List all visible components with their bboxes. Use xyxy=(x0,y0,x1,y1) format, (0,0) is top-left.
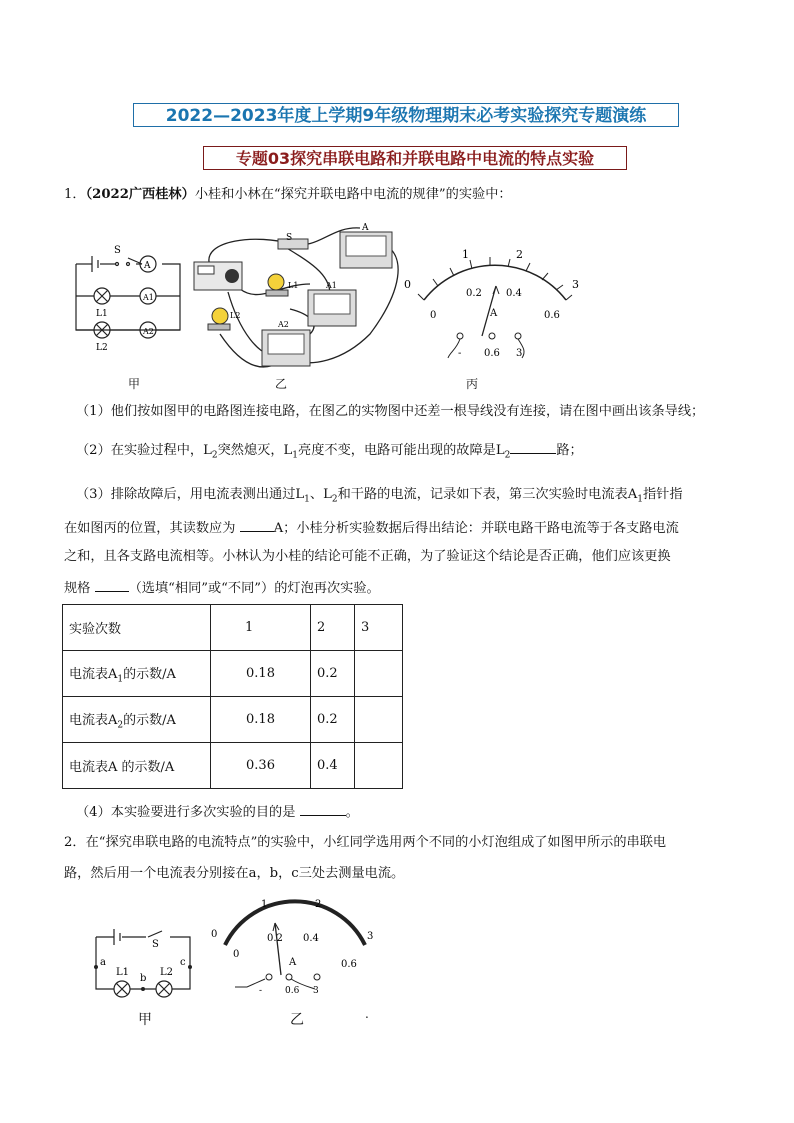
table-cell xyxy=(355,651,403,697)
q1-part3-d: 指针指 xyxy=(642,487,683,502)
series-title: 2022—2023年度上学期9年级物理期末必考实验探究专题演练 xyxy=(133,103,679,127)
dial-top-zero: 0 xyxy=(404,278,411,291)
q1-part2-d: 路； xyxy=(556,443,583,458)
caption-jia: 甲 xyxy=(128,377,141,391)
q1-part3-a: （3）排除故障后，用电流表测出通过L xyxy=(76,487,305,502)
ammeter2-label: A2 xyxy=(143,327,154,336)
q2-dial-2: 2 xyxy=(315,899,322,910)
q1-part3-spec-blank[interactable] xyxy=(95,577,129,592)
q1-stem xyxy=(64,185,512,205)
q2-caption-jia: 甲 xyxy=(138,1012,152,1028)
row1-label-a: 电流表A xyxy=(69,666,118,682)
dial-bottom-02: 0.2 xyxy=(466,288,482,299)
q1-part4-a: （4）本实验要进行多次实验的目的是 xyxy=(76,805,296,820)
q1-part4-blank[interactable] xyxy=(300,801,346,816)
q1-part3-g: 规格 xyxy=(64,581,91,596)
q1-part4-b: 。 xyxy=(345,805,359,820)
table-cell xyxy=(355,697,403,743)
table-row-label: 电流表A 的示数/A xyxy=(63,743,211,789)
row2-label-a: 电流表A xyxy=(69,712,118,728)
table-cell xyxy=(355,743,403,789)
ammeter1-label: A1 xyxy=(143,293,154,302)
q1-part3-b: 、L xyxy=(309,487,332,502)
dial-top-3: 3 xyxy=(572,278,579,291)
dial-top-2: 2 xyxy=(516,248,523,261)
physical-ammeter-label: A xyxy=(362,223,369,233)
row2-sub: 2 xyxy=(117,720,124,731)
terminal-minus: - xyxy=(458,348,462,359)
q1-part2-blank[interactable] xyxy=(510,439,556,454)
q1-part3-line2 xyxy=(64,517,679,539)
table-row-label xyxy=(63,697,211,743)
q1-part3-line4 xyxy=(64,577,380,599)
table-cell: 0.2 xyxy=(311,651,355,697)
dial-bottom-06: 0.6 xyxy=(544,310,560,321)
terminal-06: 0.6 xyxy=(484,348,500,359)
q2-series-circuit xyxy=(90,925,200,1005)
table-cell: 0.2 xyxy=(311,697,355,743)
table-header-cell: 1 xyxy=(211,605,311,651)
q1-stem-text: 小桂和小林在“探究并联电路中电流的规律”的实验中： xyxy=(194,187,512,202)
q2-terminal-3: 3 xyxy=(313,986,319,996)
q1-source: （2022广西桂林） xyxy=(85,187,195,202)
q1-part3-line1 xyxy=(76,485,683,510)
physical-ammeter1-label: A1 xyxy=(326,281,337,290)
q2-terminal-minus: - xyxy=(259,986,263,996)
dial-top-1: 1 xyxy=(462,248,469,261)
ammeter-label: A xyxy=(144,261,151,271)
q2-terminal-06: 0.6 xyxy=(285,986,300,996)
q2-dial-1: 1 xyxy=(261,899,268,910)
q1-part3-reading-blank[interactable] xyxy=(240,517,274,532)
q1-physical-circuit xyxy=(180,214,410,374)
q2-lamp2-label: L2 xyxy=(160,967,174,978)
lamp2-label: L2 xyxy=(96,343,108,353)
q1-part3-line3: 之和，且各支路电流相等。小林认为小桂的结论可能不正确，为了验证这个结论是否正确，他们应该更换 xyxy=(64,549,671,564)
terminal-3: 3 xyxy=(516,348,523,359)
q1-part1: （1）他们按如图甲的电路图连接电路，在图乙的实物图中还差一根导线没有连接，请在图中画出该条导线； xyxy=(76,404,705,419)
physical-ammeter2-label: A2 xyxy=(278,320,289,329)
q1-part3-e: 在如图丙的位置，其读数应为 xyxy=(64,521,236,536)
q1-part4 xyxy=(76,801,359,823)
topic-title: 专题03探究串联电路和并联电路中电流的特点实验 xyxy=(203,146,627,170)
table-cell: 0.18 xyxy=(211,697,311,743)
table-cell: 0.36 xyxy=(211,743,311,789)
q2-dial-b06: 0.6 xyxy=(341,959,357,970)
q2-point-b: b xyxy=(140,973,147,984)
table-row xyxy=(63,651,403,697)
q2-line2: 路，然后用一个电流表分别接在a，b，c三处去测量电流。 xyxy=(64,866,405,881)
table-header-cell: 实验次数 xyxy=(63,605,211,651)
q1-ammeter-dial xyxy=(400,240,600,370)
q2-lamp1-label: L1 xyxy=(116,967,130,978)
q2-dial-b04: 0.4 xyxy=(303,933,319,944)
q1-part2 xyxy=(76,439,583,466)
q1-circuit-diagram xyxy=(70,236,190,356)
q2-dial-3: 3 xyxy=(367,931,374,942)
switch-label: S xyxy=(114,245,121,256)
q2-line1: 2．在“探究串联电路的电流特点”的实验中，小红同学选用两个不同的小灯泡组成了如图甲所示的串联电 xyxy=(64,835,667,850)
q1-part3-f: A；小桂分析实验数据后得出结论：并联电路干路电流等于各支路电流 xyxy=(273,521,679,536)
dial-unit: A xyxy=(490,308,498,319)
q2-point-c: c xyxy=(180,957,186,968)
sub-1c: 1 xyxy=(637,494,643,505)
physical-lamp1-label: L1 xyxy=(288,281,299,290)
q2-dial-b0: 0 xyxy=(233,949,240,960)
table-row xyxy=(63,605,403,651)
q1-part2-a: （2）在实验过程中，L xyxy=(76,443,212,458)
table-header-cell: 2 xyxy=(311,605,355,651)
row2-label-b: 的示数/A xyxy=(123,712,176,728)
row1-sub: 1 xyxy=(117,674,124,685)
q2-point-a: a xyxy=(100,957,106,968)
q2-dial-zero: 0 xyxy=(211,929,218,940)
q1-part2-c: 亮度不变，电路可能出现的故障是L xyxy=(298,443,505,458)
sub-2b: 2 xyxy=(504,450,511,461)
table-cell: 0.4 xyxy=(311,743,355,789)
table-cell: 0.18 xyxy=(211,651,311,697)
table-row-label xyxy=(63,651,211,697)
stray-dot: . xyxy=(365,1007,369,1021)
q1-part3-h: （选填“相同”或“不同”）的灯泡再次实验。 xyxy=(128,581,380,596)
q1-number: 1． xyxy=(64,187,86,202)
sub-1: 1 xyxy=(292,450,299,461)
sub-2c: 2 xyxy=(331,494,338,505)
q2-ammeter-dial xyxy=(205,895,385,1000)
q2-caption-yi: 乙 xyxy=(290,1012,304,1028)
sub-2: 2 xyxy=(211,450,218,461)
q1-part2-b: 突然熄灭，L xyxy=(217,443,293,458)
table-row xyxy=(63,743,403,789)
q2-switch-label: S xyxy=(152,939,159,950)
lamp1-label: L1 xyxy=(96,309,108,319)
q1-part3-c: 和干路的电流，记录如下表，第三次实验时电流表A xyxy=(337,487,638,502)
q2-dial-b02: 0.2 xyxy=(267,933,283,944)
caption-bing: 丙 xyxy=(466,377,479,391)
table-row xyxy=(63,697,403,743)
q2-dial-unit: A xyxy=(289,957,297,968)
dial-bottom-0: 0 xyxy=(430,310,437,321)
row1-label-b: 的示数/A xyxy=(123,666,176,682)
table-header-cell: 3 xyxy=(355,605,403,651)
physical-switch-label: S xyxy=(286,233,293,243)
caption-yi: 乙 xyxy=(275,377,288,391)
dial-bottom-04: 0.4 xyxy=(506,288,522,299)
data-table xyxy=(62,604,403,789)
physical-lamp2-label: L2 xyxy=(230,311,241,320)
sub-1b: 1 xyxy=(304,494,310,505)
